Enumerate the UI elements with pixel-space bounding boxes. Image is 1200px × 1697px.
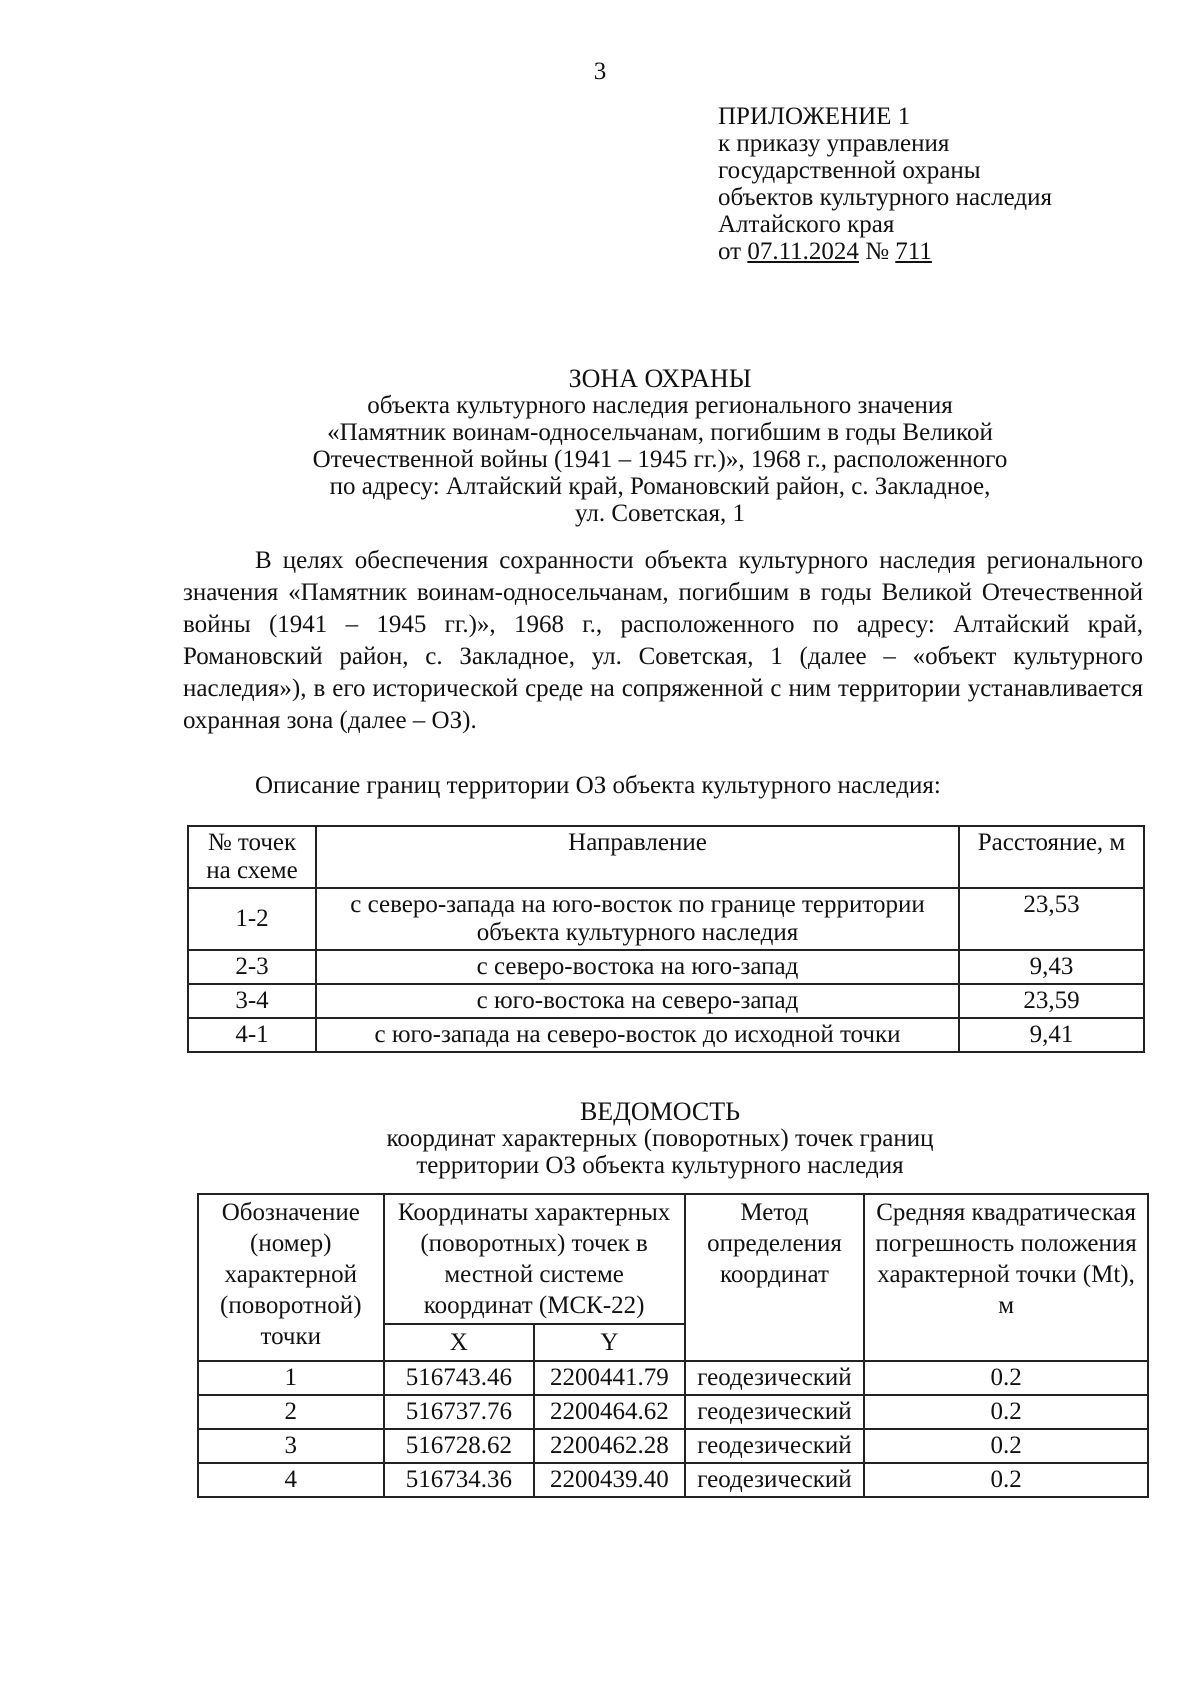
page-number: 3: [593, 58, 607, 85]
zone-title: ЗОНА ОХРАНЫ: [568, 364, 752, 393]
cell-point-number: 1: [198, 1361, 384, 1395]
header-points: № точек на схеме: [188, 826, 316, 888]
table-row: [188, 950, 1144, 984]
boundary-caption: Описание границ территории ОЗ объекта культурного наследия:: [255, 772, 941, 799]
cell-points: 4-1: [188, 1018, 316, 1052]
cell-distance: 23,53: [959, 888, 1144, 950]
header-designation: Обозначение (номер) характерной (поворотной) точки: [198, 1194, 384, 1361]
appendix-block: [718, 103, 1052, 265]
number-label: №: [865, 238, 890, 265]
table-row: [198, 1361, 1148, 1395]
intro-paragraph: В целях обеспечения сохранности объекта культурного наследия регионального значения «Памятник воинам-односельчанам, погибшим в годы Великой Отечественной войны (1941 – 1945 гг.)», 1968 г., расположенного по адресу: Алтайский край, Романовский район, с. Закладное, ул. Советская, 1 (далее – «объект культурного наследия»), в его исторической среде на сопряженной с ним территории устанавливается охранная зона (далее – ОЗ).: [183, 547, 1143, 734]
header-coordinates: Координаты характерных (поворотных) точек в местной системе координат (МСК-22): [384, 1194, 685, 1324]
cell-x: 516737.76: [384, 1395, 535, 1429]
zone-line: объекта культурного наследия регионального значения: [367, 392, 953, 419]
header-distance: Расстояние, м: [959, 826, 1144, 888]
cell-error: 0.2: [864, 1361, 1148, 1395]
cell-y: 2200439.40: [534, 1463, 685, 1497]
cell-x: 516728.62: [384, 1429, 535, 1463]
cell-points: 1-2: [188, 888, 316, 950]
order-date-line: [718, 238, 1052, 265]
appendix-line: Алтайского края: [718, 211, 895, 238]
zone-line: ул. Советская, 1: [575, 500, 745, 527]
order-number: 711: [895, 238, 932, 265]
zone-heading: [260, 365, 1060, 527]
cell-distance: 23,59: [959, 984, 1144, 1018]
header-x: X: [384, 1324, 535, 1361]
table-row: [198, 1463, 1148, 1497]
table-row: [188, 1018, 1144, 1052]
zone-line: по адресу: Алтайский край, Романовский район, с. Закладное,: [329, 473, 991, 500]
vedomost-line: координат характерных (поворотных) точек границ: [386, 1125, 934, 1152]
appendix-line: к приказу управления: [718, 130, 950, 157]
vedomost-heading: [250, 1098, 1070, 1179]
vedomost-title: ВЕДОМОСТЬ: [579, 1097, 741, 1126]
cell-error: 0.2: [864, 1463, 1148, 1497]
cell-points: 3-4: [188, 984, 316, 1018]
header-method: Метод определения координат: [685, 1194, 864, 1361]
cell-method: геодезический: [685, 1429, 864, 1463]
table-header-row: [198, 1194, 1148, 1324]
intro-paragraph-block: [183, 545, 1143, 737]
cell-method: геодезический: [685, 1395, 864, 1429]
cell-y: 2200462.28: [534, 1429, 685, 1463]
appendix-line: государственной охраны: [718, 157, 981, 184]
cell-point-number: 4: [198, 1463, 384, 1497]
cell-error: 0.2: [864, 1395, 1148, 1429]
cell-method: геодезический: [685, 1463, 864, 1497]
cell-x: 516734.36: [384, 1463, 535, 1497]
cell-distance: 9,43: [959, 950, 1144, 984]
cell-x: 516743.46: [384, 1361, 535, 1395]
cell-method: геодезический: [685, 1361, 864, 1395]
cell-direction: с северо-востока на юго-запад: [316, 950, 959, 984]
zone-line: Отечественной войны (1941 – 1945 гг.)», 1968 г., расположенного: [312, 446, 1008, 473]
table-row: [198, 1395, 1148, 1429]
cell-point-number: 3: [198, 1429, 384, 1463]
table-header-row: [188, 826, 1144, 888]
cell-direction: с юго-запада на северо-восток до исходной точки: [316, 1018, 959, 1052]
appendix-title: ПРИЛОЖЕНИЕ 1: [718, 103, 911, 130]
table-row: [188, 984, 1144, 1018]
table-row: [188, 888, 1144, 950]
order-date: 07.11.2024: [747, 238, 859, 265]
header-error: Средняя квадратическая погрешность положения характерной точки (Mt), м: [864, 1194, 1148, 1361]
boundary-table: [187, 825, 1145, 1053]
appendix-line: объектов культурного наследия: [718, 184, 1052, 211]
coordinates-table: [197, 1193, 1149, 1498]
cell-distance: 9,41: [959, 1018, 1144, 1052]
cell-error: 0.2: [864, 1429, 1148, 1463]
cell-direction: с юго-востока на северо-запад: [316, 984, 959, 1018]
header-y: Y: [534, 1324, 685, 1361]
from-label: от: [718, 238, 742, 265]
table-row: [198, 1429, 1148, 1463]
cell-direction: с северо-запада на юго-восток по границе территории объекта культурного наследия: [316, 888, 959, 950]
cell-points: 2-3: [188, 950, 316, 984]
cell-y: 2200441.79: [534, 1361, 685, 1395]
header-direction: Направление: [316, 826, 959, 888]
zone-line: «Памятник воинам-односельчанам, погибшим в годы Великой: [327, 419, 993, 446]
cell-y: 2200464.62: [534, 1395, 685, 1429]
cell-point-number: 2: [198, 1395, 384, 1429]
vedomost-line: территории ОЗ объекта культурного наследия: [416, 1152, 904, 1179]
